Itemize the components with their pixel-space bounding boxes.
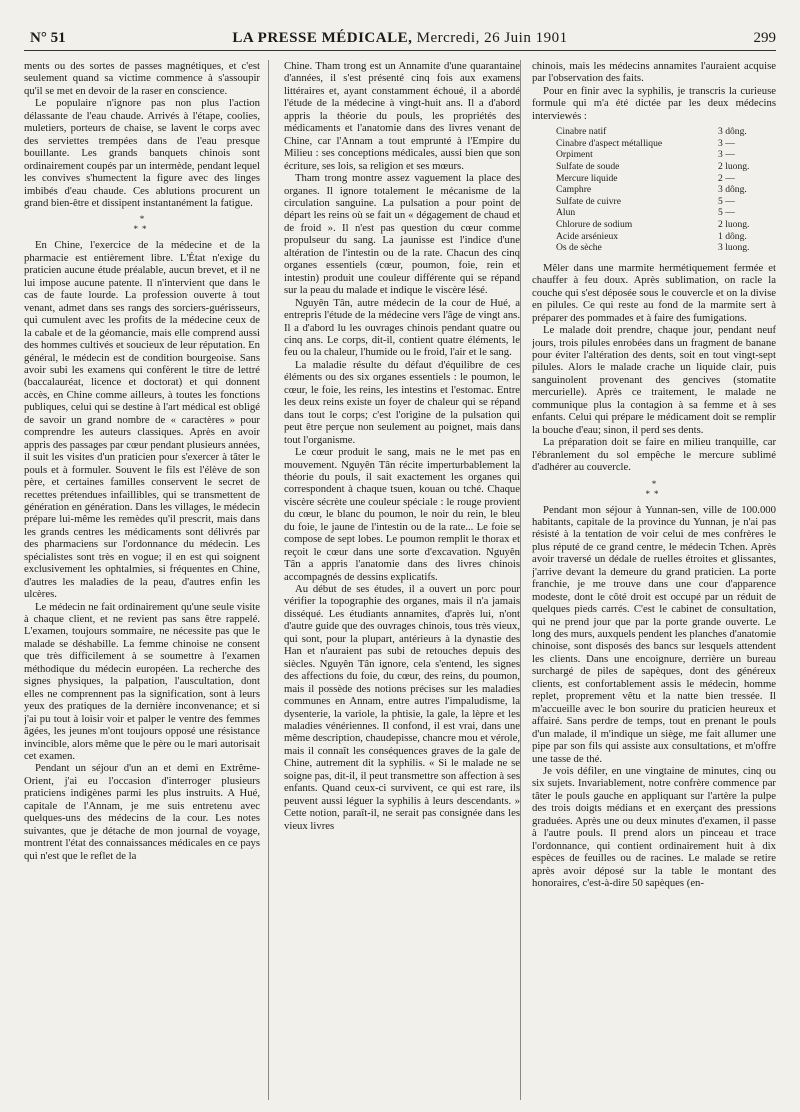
paragraph: Je vois défiler, en une vingtaine de minutes, cinq ou six sujets. Invariablement, notre confrère commence par tâter le pouls gauche en appliquant sur l'artère la pulpe des trois doigts médians et en exerçant des pressions graduées. Après une ou deux minutes d'examen, il passe à l'autre pouls. Il prend alors un pinceau et trace l'ordonnance, qui contient ordinairement huit à dix espèces de feuilles ou de racines. Le malade se retire après avoir déposé sur la table le montant des honoraires, c'est-à-dire 50 sapèques (en- [532, 765, 776, 890]
section-separator: * ** [133, 214, 151, 235]
paragraph: Mêler dans une marmite hermétiquement fermée et chauffer à feu doux. Après sublimation, on racle la couche qui s'est déposée sous le couvercle et on la divise en pilules. Ce qui reste au fond de la marmite sert à préparer des pommades et à faire des fumigations. [532, 261, 776, 324]
paragraph: Pendant un séjour d'un an et demi en Extrême-Orient, j'ai eu l'occasion d'interroger plusieurs praticiens indigènes parmi les plus instruits. A Hué, capitale de l'Annam, je me suis entretenu avec quelques-uns des médecins de la cour. Les notes suivantes, que je détache de mon journal de voyage, montrent l'état des connaissances médicales en ce pays qui n'est que le reflet de la [24, 762, 260, 862]
paragraph: La maladie résulte du défaut d'équilibre de ces éléments ou des six organes essentiels : le poumon, le cœur, le foie, les reins, les intestins et l'estomac. Entre les deux reins existe un foyer de chaleur qui se répand dans tout le corps; c'est l'origine de la pulsation qui peut être perçue non seulement au poignet, mais dans tout l'organisme. [284, 358, 520, 446]
journal-title [24, 30, 776, 47]
drug-name: Cinabre d'aspect métallique [556, 137, 663, 149]
paragraph: Pour en finir avec la syphilis, je transcris la curieuse formule qui m'a été dictée par les deux médecins interviewés : [532, 84, 776, 122]
drug-quantity: 3 dông. [718, 126, 747, 138]
paragraph: Pendant mon séjour à Yunnan-sen, ville de 100.000 habitants, capitale de la province du Yunnan, je n'ai pas résisté à la tentation de voir celui de mes confrères le plus réputé de ce grand centre, le médecin Tchen. Après avoir traversé un dédale de ruelles étroites et glissantes, j'arrive devant la demeure du grand praticien. La porte franchie, je me trouve dans une cour d'apparence modeste, dont le côté droit est occupé par un réduit de quelques pieds carrés. C'est le cabinet de consultation, qui ne prend jour que par la porte grande ouverte. Le long des murs, auxquels pendent les planches d'anatomie chinoise, sont disposés des bancs sur lesquels attendent les clients. Dans une encoignure, derrière un bureau surchargé de piles de sapèques, dont des généreux clients, est confortablement assis le médecin, homme replet, proprement vêtu et la natte bien tressée. Il m'accueille avec le bon sourire du praticien heureux et affairé. Sans perdre de temps, tout en prenant le pouls d'un malade, il m'indique un siège, me fait allumer une pipe par son fils qui assiste aux consultations, et m'offre une tasse de thé. [532, 503, 776, 765]
paragraph: ments ou des sortes de passes magnétiques, et c'est seulement quand sa victime commence à s'assoupir qu'il se met en devoir de la raser en conscience. [24, 60, 260, 97]
paragraph: La préparation doit se faire en milieu tranquille, car l'ébranlement du sol empêche le mercure sublimé d'adhérer au couvercle. [532, 436, 776, 474]
drug-name: Mercure liquide [556, 172, 618, 184]
column-1 [24, 60, 260, 1100]
drug-quantity: 2 — [718, 172, 735, 184]
drug-quantity: 2 luong. [718, 161, 750, 173]
paragraph: chinois, mais les médecins annamites l'auraient acquise par l'observation des faits. [532, 60, 776, 85]
drug-quantity: 3 — [718, 149, 735, 161]
paragraph: Le malade doit prendre, chaque jour, pendant neuf jours, trois pilules enrobées dans un fragment de banane pour éviter l'altération des dents, soit en tout vingt-sept pilules. Alors le malade crache un liquide clair, puis sanguinolent provenant des gencives (stomatite mercurielle). Après ce traitement, le malade ne communique plus la contagion à sa femme et à ses enfants. Celui qui prépare le médicament doit se remplir la bouche d'eau; sinon, il perd ses dents. [532, 324, 776, 436]
drug-quantity: 1 dông. [718, 230, 747, 242]
drug-name: Cinabre natif [556, 126, 607, 138]
table-row [556, 138, 762, 150]
page-number: 299 [753, 30, 776, 46]
table-row [556, 196, 762, 208]
table-row [556, 184, 762, 196]
drug-name: Chlorure de sodium [556, 219, 633, 231]
paragraph: Au début de ses études, il a ouvert un porc pour vérifier la topographie des organes, mais il n'a jamais disséqué. Les étudiants annamites, d'après lui, n'ont d'autre guide que des ouvrages chinois, tous très vieux, qui sont, pour la plupart, antérieurs à la dynastie des Han et n'auraient pas subi de retouches depuis des siècles. Nguyên Tân ignore, cela s'entend, les signes des affections du foie, du cœur, des reins, du poumon, mais il possède des notions précises sur les maladies communes en Annam, entre autres l'impaludisme, la dysenterie, la variole, la phtisie, la gale, la lèpre et les maladies vénériennes. Il confond, il est vrai, dans une même description, chaudepisse, chancre mou et vérole, mais il connaît les conséquences graves de la gale de Chine, autrement dit la syphilis. « Si le malade ne se soigne pas, dit-il, il peut transmettre son affection à ses enfants. Quand ceux-ci survivent, ce qui est rare, ils peuvent aussi léguer la syphilis à leurs descendants. » Cette notion, paraît-il, ne serait pas consignée dans les vieux livres [284, 583, 520, 832]
drug-name: Orpiment [556, 149, 593, 161]
paragraph: Chine. Tham trong est un Annamite d'une quarantaine d'années, il s'est présenté cinq fois aux examens littéraires et, ayant constamment échoué, il a abordé l'étude de la médecine à vingt-huit ans. Il a d'abord appris la théorie du pouls, les propriétés des médicaments et l'anatomie dans des livres venant de Chine, car l'Annam a tout emprunté à l'Empire du Milieu : ses conceptions médicales, aussi bien que son écriture, ses lois, sa religion et ses mœurs. [284, 60, 520, 172]
drug-quantity: 3 — [718, 137, 735, 149]
drug-name: Alun [556, 207, 576, 219]
issue-number: N° 51 [30, 30, 66, 46]
column-divider [268, 60, 269, 1100]
column-3 [532, 60, 776, 1100]
paragraph: Le cœur produit le sang, mais ne le met pas en mouvement. Nguyên Tân récite imperturbablement la théorie du pouls, il sait exactement les organes qui correspondent à chaque tsuen, kouan ou tché. Chaque viscère sécrète une couleur spéciale : le rouge provient du cœur, le blanc du poumon, le noir du rein, le bleu du foie, le jaune de l'intestin ou de la rate... Le foie se compose de sept lobes. Le poumon remplit le thorax et reçoit le cœur dans une sorte d'excavation. Nguyên Tân a appris l'anatomie dans des livres chinois accompagnés de dessins explicatifs. [284, 446, 520, 583]
drug-name: Camphre [556, 184, 592, 196]
table-row [556, 219, 762, 231]
table-row [556, 126, 762, 138]
paragraph: Tham trong montre assez vaguement la place des organes. Il ignore totalement le mécanisme de la circulation sanguine. La pulsation a pour point de départ les reins où se fait un « dégagement de chaud et de froid ». Il n'est pas question du cœur comme propulseur du sang. La jaunisse est l'indice d'une altération de l'intestin ou de la rate. Chacun des cinq organes essentiels (cœur, poumon, foie, rein et intestin) produit une couleur différente qui se répand sur la peau du malade et indique le viscère lésé. [284, 172, 520, 297]
drug-name: Acide arsénieux [556, 230, 619, 242]
paragraph: Le populaire n'ignore pas non plus l'action délassante de l'eau chaude. Arrivés à l'étape, coolies, muletiers, porteurs de chaise, se lavent le corps avec des serviettes trempées dans de l'eau presque bouillante. Les grands banquets chinois sont ordinairement coupés par un intermède, pendant lequel les convives s'humectent la figure avec des linges imbibés d'eau chaude. Ces ablutions procurent un grand bien-être et dissipent instantanément la fatigue. [24, 97, 260, 209]
paragraph: Le médecin ne fait ordinairement qu'une seule visite à chaque client, et ne revient pas sans être rappelé. L'examen, toujours sommaire, ne nécessite pas que le malade se déshabille. La femme chinoise ne consent que très difficilement à se soumettre à l'examen méthodique du médecin européen. La recherche des signes physiques, la palpation, l'auscultation, dont elles ne comprennent pas la signification, sont à leurs yeux des pratiques de la dernière inconvenance; et si j'ai pu tout à loisir voir et palper le ventre des femmes âgées, les jeunes m'ont toujours opposé une résistance invincible, alors même que le père ou le mari autorisait cet examen. [24, 600, 260, 763]
column-divider [520, 60, 521, 1100]
drug-name: Sulfate de cuivre [556, 195, 621, 207]
header-rule [24, 50, 776, 51]
section-separator: * ** [645, 478, 663, 499]
drug-quantity: 3 luong. [718, 242, 750, 254]
drug-name: Os de sèche [556, 242, 602, 254]
table-row [556, 242, 762, 254]
paragraph: Nguyên Tân, autre médecin de la cour de Hué, a entrepris l'étude de la médecine vers l'âge de vingt ans. Il a d'abord lu les ouvrages chinois pendant quatre ou cinq ans. Le corps, dit-il, contient quatre éléments, le feu ou la chaleur, l'humide ou le froid, l'air et le sang. [284, 296, 520, 359]
table-row [556, 149, 762, 161]
paragraph: En Chine, l'exercice de la médecine et de la pharmacie est entièrement libre. L'État n'exige du praticien aucune étude préalable, aucun brevet, et il ne lui impose aucune patente. Il n'intervient que dans le cas de faute lourde. La profession ouverte à tout venant, admet dans ses rangs des sorciers-guérisseurs, qui cumulent avec les profits de la médecine ceux de la cabale et de la géomancie, mais elle comprend aussi des hommes cultivés et soucieux de leur réputation. En général, le médecin est de condition bourgeoise. Sans avoir subi les examens qui confèrent le titre de lettré (baccalauréat, licence et doctorat) et qui donnent accès, en Chine comme ailleurs, à toutes les fonctions publiques, celui qui se destine à l'art médical est obligé de savoir un grand nombre de « caractères » pour comprendre les auteurs classiques. Après en avoir appris des passages par cœur pendant plusieurs années, il suit les visites d'un praticien pour s'exercer à tâter le pouls et à formuler. Souvent le fils est l'élève de son père, et certaines familles conservent le secret de recettes prétendues infaillibles, qui se transmettent de génération en génération. Dans les villages, le médecin prépare lui-même les remèdes qu'il prescrit, mais dans les grands centres les médicaments sont délivrés par des pharmaciens sur l'ordonnance du médecin. Les spécialistes sont très en vogue; il en est qui soignent exclusivement les ophtalmies, si fréquentes en Chine, d'autres les maladies de la peau, d'autres enfin les ulcères. [24, 239, 260, 601]
table-row [556, 231, 762, 243]
drug-name: Sulfate de soude [556, 161, 620, 173]
drug-quantity: 5 — [718, 207, 735, 219]
table-row [556, 173, 762, 185]
drug-quantity: 3 dông. [718, 184, 747, 196]
page-header [24, 28, 776, 50]
table-row [556, 161, 762, 173]
drug-quantity: 2 luong. [718, 219, 750, 231]
drug-quantity: 5 — [718, 195, 735, 207]
journal-name: LA PRESSE MÉDICALE, [232, 30, 413, 46]
issue-date: Mercredi, 26 Juin 1901 [416, 30, 568, 46]
table-row [556, 207, 762, 219]
column-2 [284, 60, 520, 1100]
formula-table [556, 126, 762, 254]
